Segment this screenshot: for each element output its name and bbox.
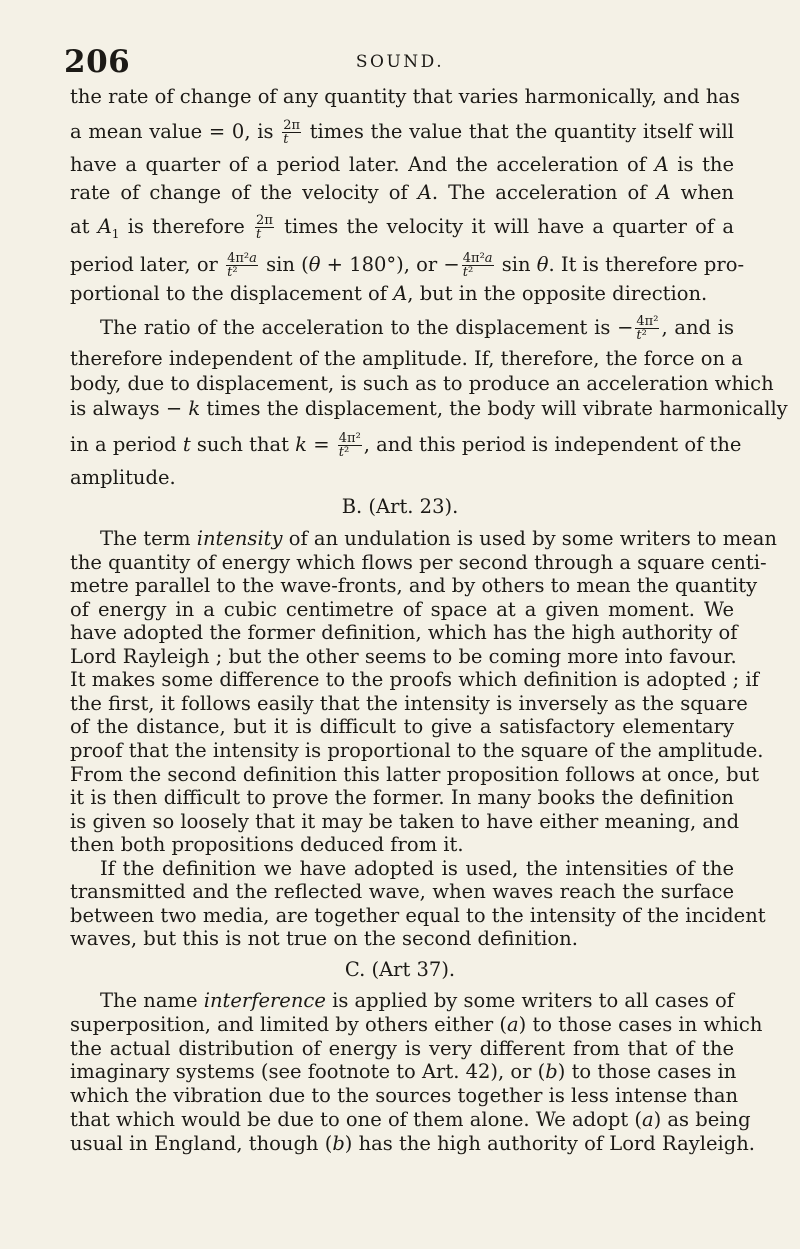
text-line: waves, but this is not true on the second definition. [70,927,578,951]
text-line: the quantity of energy which flows per second through a square centi- [70,550,767,574]
running-head: SOUND. [355,52,445,72]
text-line: proof that the intensity is proportional to the square of the amplitude. [70,738,764,762]
text-line: have adopted the former definition, which has the high authority of [70,621,738,645]
page-header [64,44,736,84]
text-line: of the distance, but it is difficult to give a satisfactory elementary [70,715,734,739]
text-line: the rate of change of any quantity that varies harmonically, and has [70,85,741,108]
text-line: superposition, and limited by others either (a) to those cases in which [70,1012,763,1036]
text-line: between two media, are together equal to the intensity of the incident [70,903,766,927]
text-line: The name interference is applied by some writers to all cases of [100,989,734,1012]
text-line: It makes some difference to the proofs which definition is adopted ; if [70,668,759,692]
text-line: then both propositions deduced from it. [70,833,464,857]
fraction-2pi-over-t: $\frac{2\pi}{t}$ [256,213,273,242]
fraction-4pi2-over-t2: $\frac{\text{4π²}}{\text{t²}}$ [636,314,659,343]
text-line: If the definition we have adopted is used, the intensities of the [100,856,734,880]
text-line: amplitude. [70,466,176,489]
text-line: of energy in a cubic centimetre of space at a given moment. We [70,597,734,621]
text-line: it is then difficult to prove the former. In many books the definition [70,786,734,810]
text-line: in a period t such that k = $\frac{\text{4π²}}{\text{t²}}$ , and this period is independent of the [70,431,742,460]
text-line: the first, it follows easily that the intensity is inversely as the square [70,691,748,715]
text-line: portional to the displacement of A, but in the opposite direction. [70,282,708,305]
text-line: period later, or $\frac{\text{4π²a}}{\text{t²}}$ sin (θ + 180°), or − $\frac{\text{4π²a}}{\text{t²}}$ sin θ. It is therefore pro- [70,251,745,280]
text-line: From the second definition this latter proposition follows at once, but [70,762,760,786]
text-line: is given so loosely that it may be taken to have either meaning, and [70,809,740,833]
text-line: which the vibration due to the sources together is less intense than [70,1084,739,1108]
text-line: Lord Rayleigh ; but the other seems to be coming more into favour. [70,644,737,668]
text-line: is always − k times the displacement, the body will vibrate harmonically [70,397,788,420]
section-heading-b: B. (Art. 23). [341,495,459,518]
text-line: imaginary systems (see footnote to Art. 42), or (b) to those cases in [70,1060,737,1084]
fraction-4pi2a-over-t2: $\frac{\text{4π²a}}{\text{t²}}$ [462,251,493,280]
section-heading-c: C. (Art 37). [344,958,456,981]
fraction-4pi2a-over-t2: $\frac{\text{4π²a}}{\text{t²}}$ [227,251,257,280]
text-line: The term intensity of an undulation is used by some writers to mean [100,527,777,550]
page-number: 206 [64,44,131,80]
text-line: rate of change of the velocity of A. The acceleration of A when [70,181,734,204]
text-line: the actual distribution of energy is very different from that of the [70,1036,734,1060]
text-line: that which would be due to one of them alone. We adopt (a) as being [70,1108,751,1131]
text-line: The ratio of the acceleration to the displacement is − $\frac{\text{4π²}}{\text{t²}}$ , and is [100,314,734,343]
text-line: at $A_1$ is therefore $\frac{2\pi}{t}$ times the velocity it will have a quarter of a [70,213,734,242]
fraction-4pi2-over-t2: $\frac{\text{4π²}}{\text{t²}}$ [338,431,361,460]
text-line: usual in England, though (b) has the high authority of Lord Rayleigh. [70,1131,755,1155]
text-line: a mean value = 0, is $\frac{2\pi}{t}$ times the value that the quantity itself will [70,118,735,147]
fraction-2pi-over-t: $\frac{2\pi}{t}$ [283,118,301,147]
text-line: metre parallel to the wave-fronts, and by others to mean the quantity [70,574,758,598]
text-line: body, due to displacement, is such as to produce an acceleration which [70,372,774,395]
text-line: therefore independent of the amplitude. If, therefore, the force on a [70,347,743,370]
text-line: transmitted and the reflected wave, when waves reach the surface [70,880,734,904]
text-line: have a quarter of a period later. And the acceleration of A is the [70,153,735,176]
